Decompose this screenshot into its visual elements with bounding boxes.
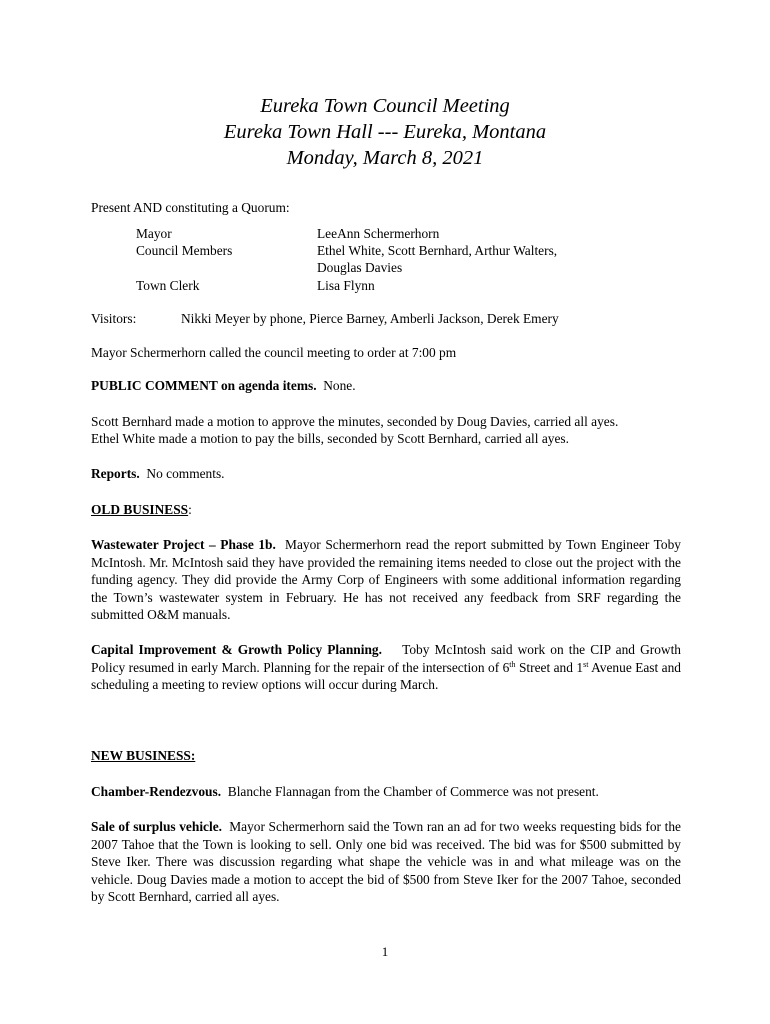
names-clerk: Lisa Flynn xyxy=(317,278,375,293)
motion-bills: Ethel White made a motion to pay the bills, seconded by Scott Bernhard, carried all ayes. xyxy=(91,431,569,446)
names-council-cont: Douglas Davies xyxy=(317,260,403,275)
wastewater-title: Wastewater Project – Phase 1b. xyxy=(91,537,276,552)
wastewater-paragraph xyxy=(91,536,681,624)
capital-text-c: Avenue East and scheduling a meeting to review options will occur during March. xyxy=(91,659,682,692)
capital-improvement-title: Capital Improvement & Growth Policy Planning. xyxy=(91,642,382,657)
reports-text: No comments. xyxy=(146,466,225,481)
capital-text-a: Toby McIntosh said work on the CIP and Growth Policy resumed in early March. Planning for the repair of the intersection of 6 xyxy=(91,642,681,675)
capital-text-b: Street and 1 xyxy=(515,659,584,675)
new-business-heading: NEW BUSINESS: xyxy=(91,748,196,763)
meeting-title: Eureka Town Council Meeting xyxy=(260,95,510,117)
chamber-title: Chamber-Rendezvous. xyxy=(91,784,222,799)
public-comment-heading: PUBLIC COMMENT on agenda items. xyxy=(91,378,317,393)
public-comment xyxy=(91,377,356,395)
names-mayor: LeeAnn Schermerhorn xyxy=(317,226,440,241)
chamber-text: Blanche Flannagan from the Chamber of Commerce was not present. xyxy=(227,784,599,799)
surplus-vehicle-paragraph xyxy=(91,818,681,906)
role-council: Council Members xyxy=(136,243,233,258)
reports-heading: Reports. xyxy=(91,466,140,481)
meeting-date: Monday, March 8, 2021 xyxy=(286,147,484,169)
visitors-list: Nikki Meyer by phone, Pierce Barney, Amberli Jackson, Derek Emery xyxy=(181,311,559,326)
meeting-location: Eureka Town Hall --- Eureka, Montana xyxy=(223,121,547,143)
old-business-heading xyxy=(91,501,192,519)
reports xyxy=(91,465,225,483)
capital-sup-b: st xyxy=(583,659,589,669)
quorum-intro: Present AND constituting a Quorum: xyxy=(91,200,290,215)
call-to-order: Mayor Schermerhorn called the council meeting to order at 7:00 pm xyxy=(91,345,457,360)
wastewater-text: Mayor Schermerhorn read the report submitted by Town Engineer Toby McIntosh. Mr. McIntosh said they have provided the remaining items needed to close out the project with the funding agency. They did provide the Army Corp of Engineers with some additional information regarding the Town’s wastewater system in February. He has not received any feedback from SRF regarding the submitted O&M manuals. xyxy=(91,537,681,622)
chamber-paragraph xyxy=(91,783,599,801)
capital-sup-a: th xyxy=(509,659,516,669)
capital-improvement-paragraph xyxy=(91,641,681,694)
role-clerk: Town Clerk xyxy=(136,278,200,293)
role-mayor: Mayor xyxy=(136,226,172,241)
public-comment-text: None. xyxy=(323,378,356,393)
page-number: 1 xyxy=(381,944,389,959)
names-council: Ethel White, Scott Bernhard, Arthur Walters, xyxy=(317,243,558,258)
surplus-vehicle-title: Sale of surplus vehicle. xyxy=(91,819,222,834)
motion-minutes: Scott Bernhard made a motion to approve the minutes, seconded by Doug Davies, carried all ayes. xyxy=(91,414,619,429)
old-business-heading-text: OLD BUSINESS xyxy=(91,502,189,517)
surplus-vehicle-text: Mayor Schermerhorn said the Town ran an ad for two weeks requesting bids for the 2007 Tahoe that the Town is looking to sell. Only one bid was received. The bid was for $500 submitted by Steve Iker. There was discussion regarding what shape the vehicle was in and what mileage was on the vehicle. Doug Davies made a motion to accept the bid of $500 from Steve Iker for the 2007 Tahoe, seconded by Scott Bernhard, carried all ayes. xyxy=(91,819,681,904)
old-business-heading-colon: : xyxy=(188,502,192,517)
visitors-label: Visitors: xyxy=(91,311,137,326)
